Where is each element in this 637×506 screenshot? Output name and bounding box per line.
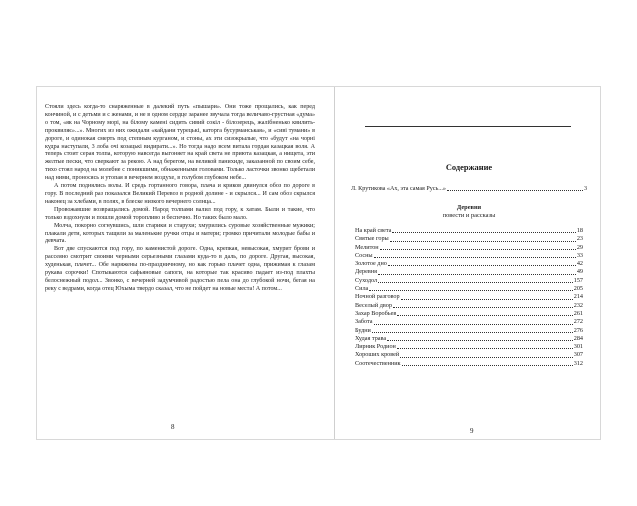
toc-entry-page: 301 — [573, 343, 583, 351]
toc-entry-page: 307 — [573, 351, 583, 359]
toc-entry-title: Мелитон — [355, 243, 379, 251]
toc-dot-leader — [387, 339, 573, 341]
toc-entry — [355, 351, 583, 359]
book-spread — [36, 86, 601, 440]
toc-dot-leader — [397, 347, 573, 349]
toc-entry-title: Золотое дно — [355, 260, 387, 268]
toc-entry-title: Забота — [355, 318, 373, 326]
gutter — [334, 87, 335, 439]
toc-dot-leader — [374, 256, 576, 258]
toc-author-title: Л. Крутикова «Ах, эта самая Русь...» — [351, 186, 446, 192]
left-page — [45, 104, 315, 434]
toc-entry-title: Ночной разговор — [355, 293, 400, 301]
toc-entry — [355, 343, 583, 351]
paragraph-5: Вот две спускаются под гору, по каменистой дороге. Одна, крепкая, невысокая, хмурит брови и рассеяно смотрит своими черными серьезными глазами куда-то в даль, по дороге. Другая, высокая, худенькая, плачет... Обе наряжены по-праздничному, но как горько плачет одна, прижимая к глазам рукава сорочки! Спотыкаются сафьяновые сапоги, на которые так красиво падает из-под плахты белоснежный подол... Звонко, с вечерней задумчивой радостью пела она до глубокой ночи, бегая на реку с ведрами, когда отец Юхыма твердо сказал, что не пойдет на новые места! А потом... — [45, 246, 315, 292]
toc-entry — [355, 285, 583, 293]
header-rule — [365, 126, 571, 127]
toc-dot-leader — [400, 356, 573, 358]
toc-entry-title: Соотечественник — [355, 359, 401, 367]
toc-author-page: 3 — [583, 186, 587, 192]
toc-entry — [355, 318, 583, 326]
toc-dot-leader — [390, 240, 576, 242]
toc-dot-leader — [372, 331, 573, 333]
toc-entry-page: 276 — [573, 326, 583, 334]
toc-dot-leader — [374, 323, 573, 325]
toc-dot-leader — [380, 248, 576, 250]
toc-dot-leader — [402, 364, 573, 366]
toc-entry — [355, 335, 583, 343]
toc-entry-page: 42 — [576, 260, 583, 268]
toc-entry-page: 284 — [573, 334, 583, 342]
toc-entry-page: 261 — [573, 309, 583, 317]
toc-entry — [355, 302, 583, 310]
toc-entry-title: Суходол — [355, 276, 378, 284]
toc-dot-leader — [392, 231, 575, 233]
toc-entry-page: 272 — [573, 318, 583, 326]
toc-entry-title: Сосны — [355, 251, 373, 259]
paragraph-2: А потом поднялись волы. И средь гортанного говора, плача и криков двинулся обоз по дороге в гору. В последний раз показался Великий Перевоз в родной долине - и скрылся... И сам обоз скрылся наконец за хлебами, в полях, в блеске низкого вечернего солнца... — [45, 183, 315, 205]
section-title: Деревня — [456, 204, 482, 211]
toc-entry-page: 232 — [573, 301, 583, 309]
toc-entry — [355, 327, 583, 335]
toc-entry — [355, 360, 583, 368]
right-page-number: 9 — [470, 427, 474, 435]
toc-entry — [355, 227, 583, 235]
toc-entry-page: 49 — [576, 268, 583, 276]
toc-entry-page: 33 — [576, 251, 583, 259]
toc-entry — [355, 235, 583, 243]
toc-entry-page: 312 — [573, 359, 583, 367]
toc-entry-page: 18 — [576, 227, 583, 234]
toc-dot-leader — [401, 298, 573, 300]
toc-entry-title: Хороших кровей — [355, 351, 400, 359]
toc-dot-leader — [447, 189, 583, 191]
toc-entry-title: Будни — [355, 326, 371, 334]
section-subtitle: повести и рассказы — [442, 212, 496, 219]
toc-list — [355, 227, 583, 368]
toc-dot-leader — [378, 273, 576, 275]
toc-entry-title: Худая трава — [355, 334, 387, 342]
toc-entry-title: Захар Воробьев — [355, 309, 397, 317]
toc-entry-title: Деревня — [355, 268, 377, 276]
toc-entry — [355, 252, 583, 260]
toc-entry — [355, 244, 583, 252]
toc-entry-title: Веселый двор — [355, 301, 392, 309]
right-page — [351, 87, 587, 441]
toc-entry-title: Святые горы — [355, 235, 389, 243]
toc-entry-page: 29 — [576, 243, 583, 251]
toc-entry-title: Сила — [355, 285, 369, 293]
paragraph-4: Молча, покорно согнувшись, шли старики и старухи; хмурились суровые хозяйственные мужики; плакали дети, которых тащили за маленькие ручки отцы и матери; громко причитали молодые бабы и девчата. — [45, 222, 315, 245]
toc-entry-page: 23 — [576, 235, 583, 243]
toc-entry-page: 205 — [573, 285, 583, 293]
left-page-number: 8 — [171, 423, 175, 431]
toc-dot-leader — [397, 314, 572, 316]
toc-author-entry — [351, 186, 587, 193]
toc-dot-leader — [393, 306, 573, 308]
toc-entry — [355, 277, 583, 285]
toc-title: Содержание — [445, 163, 493, 172]
toc-entry-page: 214 — [573, 293, 583, 301]
toc-entry — [355, 268, 583, 276]
paragraph-1: Стояли здесь когда-то снаряженные в далекий путь «пышари». Они тоже прощались, как перед кончиной, и с детьми и с женами, и не в одном сердце заранее звучала тогда величаво-грустная «дума» о том, «як на Чорному морi, на бiлому каменi сидить сивий сокiл - бiлозерець, жалiбненько квилить-проквиляє»...». Многих из них ожидали «кайдани турецькi, каторга бусурманськая», и «сивi тумани» в дороге, и одинокая смерть под степным курганом, и стоны, ах эти сизокрылые, что «будут «на чорнi кудра наступали, 3 лоба очi козацькi видирати...». Но тогда надо всем витала гордая казацкая воля. А теперь стоит серая толпа, которую навсегда выгоняет на край света не приюта казацкая, а нищета, эти желтые пески, что сверкают за рекою. А над берегом, на великой панихиде, заказанной по своим себе, тихо стоял народ на молебне с поникшими, обнаженными головами. Только ласточки звонко щебетали над ними, проносясь и утопая в вечернем воздухе, в голубом глубоком небе... — [45, 104, 315, 182]
toc-dot-leader — [378, 281, 573, 283]
toc-entry — [355, 260, 583, 268]
toc-entry-page: 157 — [573, 276, 583, 284]
paragraph-3: Провожавшие возвращались домой. Народ толпами валил под гору, к хатам. Были и такие, что только вздохнули и пошли домой торопливо и беспечно. Но таких было мало. — [45, 206, 315, 221]
toc-entry-title: Лирник Родион — [355, 343, 396, 351]
toc-entry — [355, 310, 583, 318]
toc-entry-title: На край света — [355, 227, 392, 234]
toc-dot-leader — [369, 289, 572, 291]
toc-entry — [355, 293, 583, 301]
toc-dot-leader — [388, 264, 576, 266]
